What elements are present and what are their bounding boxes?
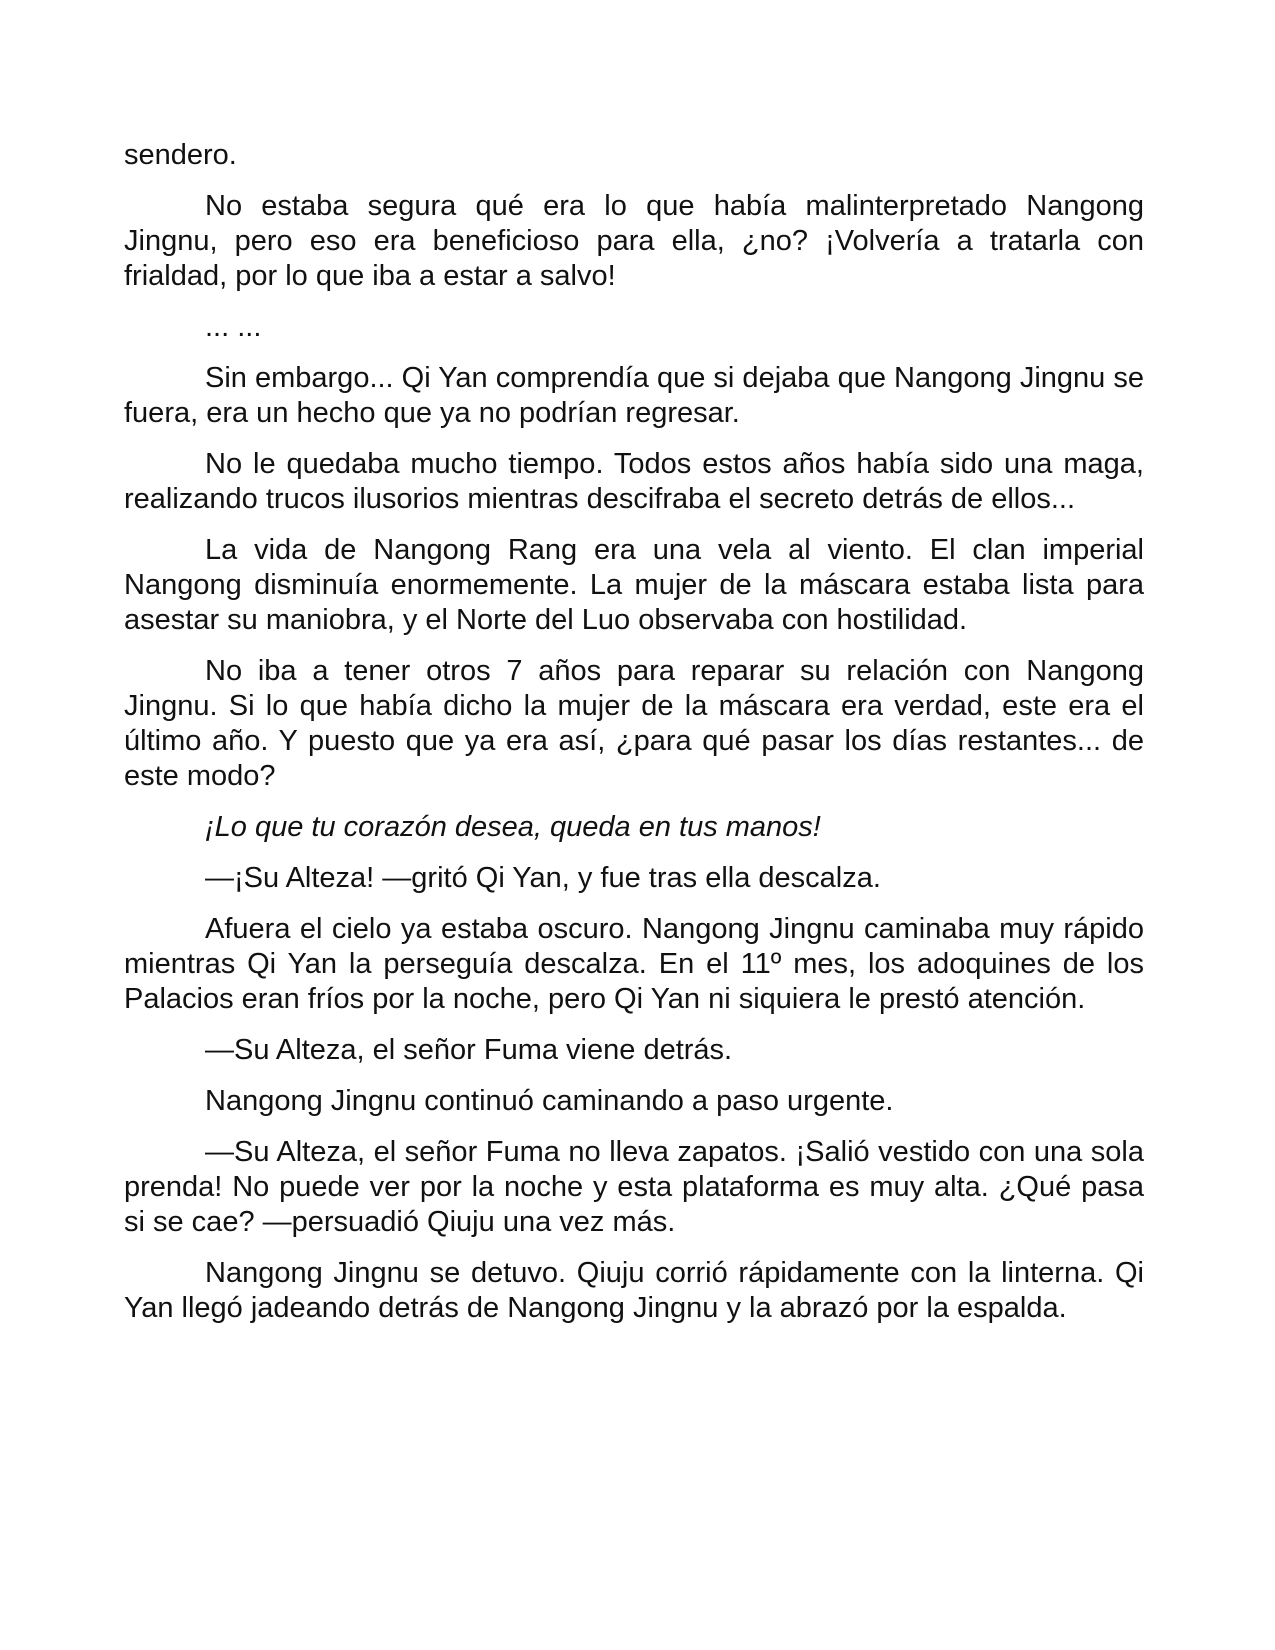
paragraph: No iba a tener otros 7 años para reparar su relación con Nangong Jingnu. Si lo que había dicho la mujer de la máscara era verdad, este era el último año. Y puesto que ya era así, ¿para qué pasar los días restantes... de este modo?	[124, 655, 1144, 792]
paragraph: sendero.	[124, 139, 237, 171]
dialogue-paragraph: —Su Alteza, el señor Fuma viene detrás.	[205, 1034, 733, 1066]
dialogue-paragraph: —¡Su Alteza! —gritó Qi Yan, y fue tras ella descalza.	[205, 862, 881, 894]
paragraph: No le quedaba mucho tiempo. Todos estos años había sido una maga, realizando trucos ilusorios mientras descifraba el secreto detrás de ellos...	[124, 448, 1144, 515]
paragraph: Nangong Jingnu continuó caminando a paso urgente.	[205, 1085, 894, 1117]
paragraph: No estaba segura qué era lo que había malinterpretado Nangong Jingnu, pero eso era beneficioso para ella, ¿no? ¡Volvería a tratarla con frialdad, por lo que iba a estar a salvo!	[124, 190, 1144, 292]
paragraph: Sin embargo... Qi Yan comprendía que si dejaba que Nangong Jingnu se fuera, era un hecho que ya no podrían regresar.	[124, 362, 1144, 429]
paragraph: La vida de Nangong Rang era una vela al viento. El clan imperial Nangong disminuía enormemente. La mujer de la máscara estaba lista para asestar su maniobra, y el Norte del Luo observaba con hostilidad.	[124, 534, 1144, 636]
dialogue-paragraph: —Su Alteza, el señor Fuma no lleva zapatos. ¡Salió vestido con una sola prenda! No puede ver por la noche y esta plataforma es muy alta. ¿Qué pasa si se cae? —persuadió Qiuju una vez más.	[124, 1136, 1144, 1238]
paragraph: Afuera el cielo ya estaba oscuro. Nangong Jingnu caminaba muy rápido mientras Qi Yan la perseguía descalza. En el 11º mes, los adoquines de los Palacios eran fríos por la noche, pero Qi Yan ni siquiera le prestó atención.	[124, 913, 1144, 1015]
scene-break: ... ...	[205, 311, 262, 343]
document-page	[124, 138, 1144, 1342]
paragraph: Nangong Jingnu se detuvo. Qiuju corrió rápidamente con la linterna. Qi Yan llegó jadeando detrás de Nangong Jingnu y la abrazó por la espalda.	[124, 1257, 1144, 1324]
italic-thought: ¡Lo que tu corazón desea, queda en tus manos!	[205, 811, 821, 843]
